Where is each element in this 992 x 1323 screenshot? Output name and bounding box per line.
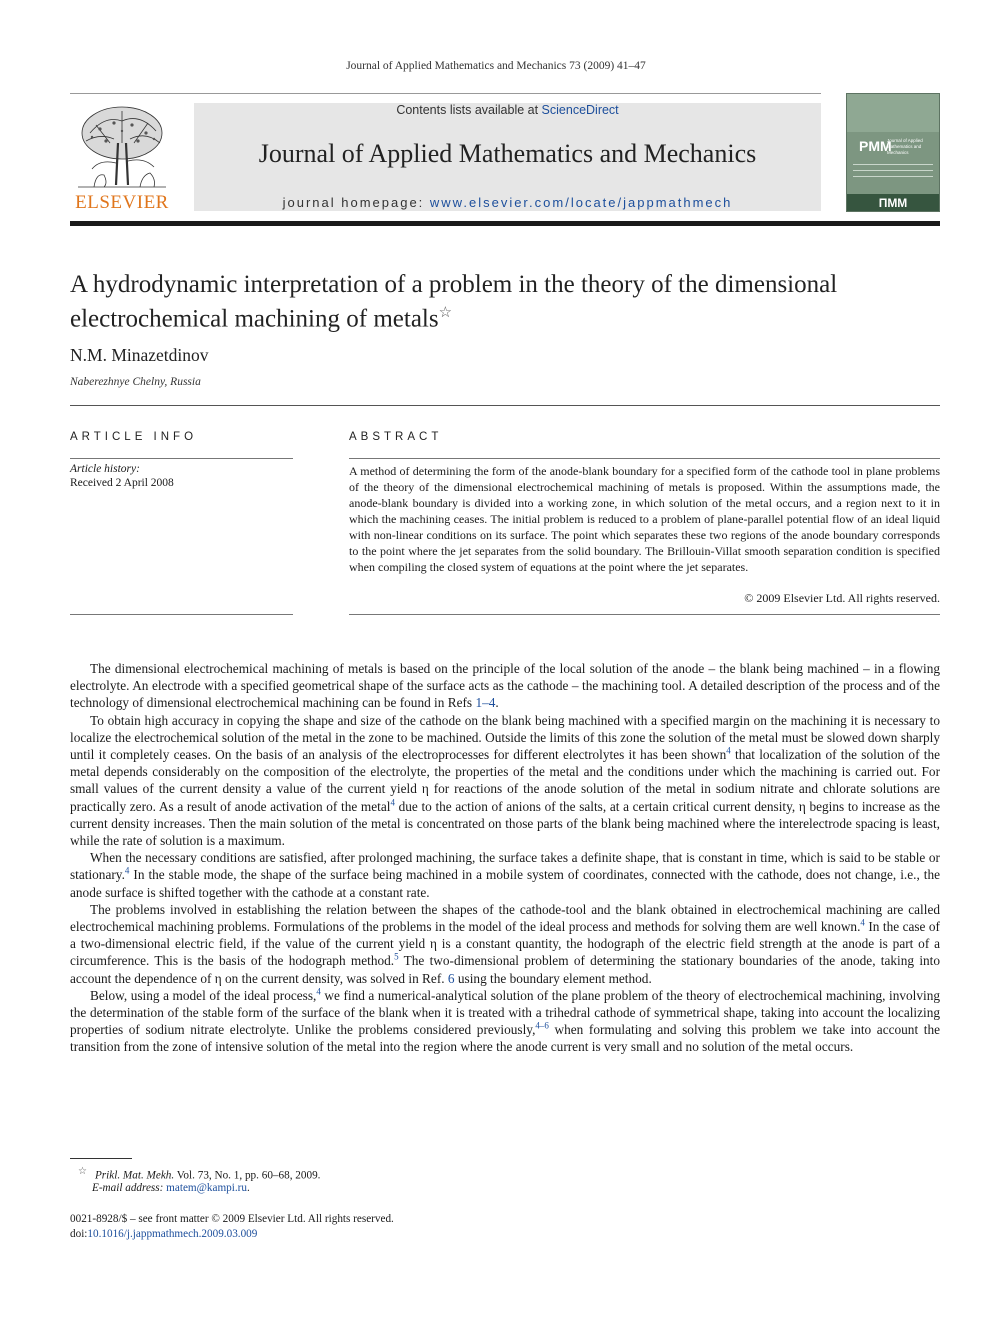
article-info-heading: ARTICLE INFO (70, 431, 198, 443)
email-link[interactable]: matem@kampi.ru (166, 1182, 247, 1194)
journal-banner (194, 103, 821, 211)
article-history-label: Article history: (70, 463, 140, 475)
cover-divider (853, 176, 933, 177)
reference-link[interactable]: 6 (447, 970, 455, 986)
reference-link[interactable]: 5 (394, 952, 399, 963)
title-line-2: electrochemical machining of metals (70, 305, 439, 333)
body-paragraph (70, 987, 940, 1056)
reference-link[interactable]: 4–6 (535, 1020, 549, 1031)
body-text: The dimensional electrochemical machining of metals is based on the principle of the local solution of the anode – the blank being machined – in a flowing electrolyte. An electrode with a specified geometrical shape of the surface acts as the cathode – the machining tool. A detailed description of the process and of the technology of dimensional electrochemical machining can be found in Refs (70, 661, 940, 711)
affiliation: Naberezhnye Chelny, Russia (70, 376, 201, 388)
cover-divider (853, 170, 933, 171)
body-text: due to the action of anions of the salts, at a certain critical current density, η begins to increase as the current density increases. Then the main solution of the metal is concentrated on those parts of the blank being machined where the interelectrode spacing is least, while the rate of solution is a maximum. (70, 798, 941, 849)
journal-cover[interactable] (846, 93, 940, 212)
body-text: The two-dimensional problem of determining the stationary boundaries of the anode, taking into account the dependence of η on the current density, was solved in Ref. (70, 953, 940, 986)
body-paragraph (70, 712, 940, 850)
body-text: Below, using a model of the ideal process, (90, 987, 317, 1003)
sciencedirect-link[interactable]: ScienceDirect (541, 103, 619, 117)
body-text: When the necessary conditions are satisfied, after prolonged machining, the surface takes a definite shape, that is constant in time, which is said to be stable or stationary. (70, 850, 940, 883)
footnote-details: Vol. 73, No. 1, pp. 60–68, 2009. (174, 1169, 321, 1182)
cover-top-band (847, 94, 939, 132)
body-paragraph (70, 849, 940, 901)
elsevier-logo[interactable] (70, 103, 174, 213)
body-text: when formulating and solving this problem we take into account the transition from the zone of intensive solution of the metal into the region where the anode current is very small and no solution of the metal occurs. (70, 1022, 940, 1055)
header-rule (70, 93, 821, 94)
homepage-link[interactable]: www.elsevier.com/locate/jappmathmech (429, 195, 733, 210)
title-footnote-star-icon[interactable]: ☆ (438, 305, 453, 321)
abstract-text: A method of determining the form of the anode-blank boundary for a specified form of the cathode tool in plane problems of the theory of the dimensional electrochemical machining of metals is proposed. Within the assumptions made, the anode-blank boundary is divided into a working zone, in which solution of the metal occurs, and a region next to it in which the machining ceases. The initial problem is reduced to a problem of plane-parallel potential flow of an ideal liquid with non-linear conditions on its surface. The point which separates these two regions of the anode boundary corresponds to the point where the jet separates from the solid boundary. The Brillouin-Villat smooth separation condition is specified when compiling the closed system of equations at the point where the jet separates. (349, 464, 940, 574)
homepage-line (194, 195, 821, 210)
issn-line: 0021-8928/$ – see front matter © 2009 Elsevier Ltd. All rights reserved. (70, 1213, 394, 1225)
body-text: . (495, 695, 499, 711)
reference-link[interactable]: 4 (124, 866, 130, 877)
elsevier-wordmark: ELSEVIER (75, 192, 169, 213)
body-text: that localization of the solution of the metal depends considerably on the composition of the electrolyte, the properties of the metal and the conditions under which the machining is carried out. For small values of the current density a value of the current yield η for reactions of the anode solution of the metal in sodium nitrate and chlorate solutions are practically zero. As a result of anode activation of the metal (70, 747, 940, 814)
journal-name: Journal of Applied Mathematics and Mechanics (258, 139, 757, 168)
cover-journal-title: Journal of Applied Mathematics and Mechanics (887, 138, 923, 155)
body-text: The problems involved in establishing the relation between the shapes of the cathode-tool and the blank obtained in electrochemical machining are called electrochemical machining problems. Formulations of the problems in the model of the ideal process and methods for solving them are well known. (70, 901, 940, 935)
body-paragraph (70, 660, 940, 712)
body-paragraph (70, 901, 940, 987)
article-title (70, 270, 930, 333)
doi-link[interactable]: 10.1016/j.jappmathmech.2009.03.009 (87, 1228, 258, 1240)
article-body (70, 660, 940, 1056)
body-text: To obtain high accuracy in copying the shape and size of the cathode on the blank being machined with a specified margin on the machining it is necessary to localize the electrochemical solution of the metal in the zone to be machined. Outside the limits of this zone the solution of the metal must be slowed down sharply until it completely ceases. On the basis of an analysis of the electroprocesses for different electrolytes it has been shown (70, 712, 940, 763)
running-head: Journal of Applied Mathematics and Mechanics 73 (2009) 41–47 (346, 60, 646, 72)
body-text: we find a numerical-analytical solution of the plane problem of the theory of electrochemical machining, involving the determination of the stable form of the surface of the blank when it is treated with a trihedral cathode of symmetrical shape, taking into account the localizing properties of sodium nitrate electrolyte. Unlike the problems considered previously, (70, 987, 941, 1038)
contents-line (194, 103, 821, 117)
footnote-rule (70, 1158, 132, 1159)
cover-logo: PMM (859, 138, 892, 154)
article-info-rule (70, 458, 293, 459)
abstract-heading: ABSTRACT (349, 431, 443, 443)
abstract-rule (349, 458, 940, 459)
footnote-journal: Prikl. Mat. Mekh. (94, 1169, 175, 1182)
reference-link[interactable]: 4 (316, 986, 321, 997)
footnote-email (92, 1182, 250, 1194)
abstract-rule-bottom (349, 614, 940, 615)
body-text: In the stable mode, the shape of the surface being machined in a mobile system of coordinates, connected with the cathode, does not change, i.e., the anode surface is shifted together with the cathode at a constant rate. (70, 867, 940, 900)
cover-divider (853, 164, 933, 165)
doi-line (70, 1228, 257, 1240)
email-label: E-mail address: (92, 1182, 167, 1194)
author-name[interactable]: N.M. Minazetdinov (70, 345, 209, 365)
cover-bottom-logo: ПММ (878, 196, 908, 210)
header-divider (70, 221, 940, 226)
title-line-1: A hydrodynamic interpretation of a problem in the theory of the dimensional (70, 271, 838, 298)
body-text: In the case of a two-dimensional electric field, if the value of the current yield η is a constant quantity, the hodograph of the electric field strength at the anode is part of a circumference. This is the basis of the hodograph method. (70, 919, 940, 969)
body-text: using the boundary element method. (454, 970, 652, 986)
doi-label: doi: (70, 1228, 88, 1240)
homepage-prefix: journal homepage: (282, 195, 430, 210)
footnote-star-icon: ☆ (78, 1166, 87, 1177)
received-date: Received 2 April 2008 (70, 477, 174, 489)
footnote-text: . (247, 1182, 250, 1194)
reference-link[interactable]: 1–4 (475, 695, 496, 711)
section-divider (70, 405, 940, 406)
reference-link[interactable]: 4 (726, 745, 731, 756)
abstract-copyright: © 2009 Elsevier Ltd. All rights reserved. (744, 591, 940, 605)
reference-link[interactable]: 4 (390, 797, 395, 808)
reference-link[interactable]: 4 (860, 917, 865, 928)
article-info-rule-bottom (70, 614, 293, 615)
contents-prefix: Contents lists available at (396, 103, 542, 117)
footnote-citation (78, 1166, 320, 1182)
